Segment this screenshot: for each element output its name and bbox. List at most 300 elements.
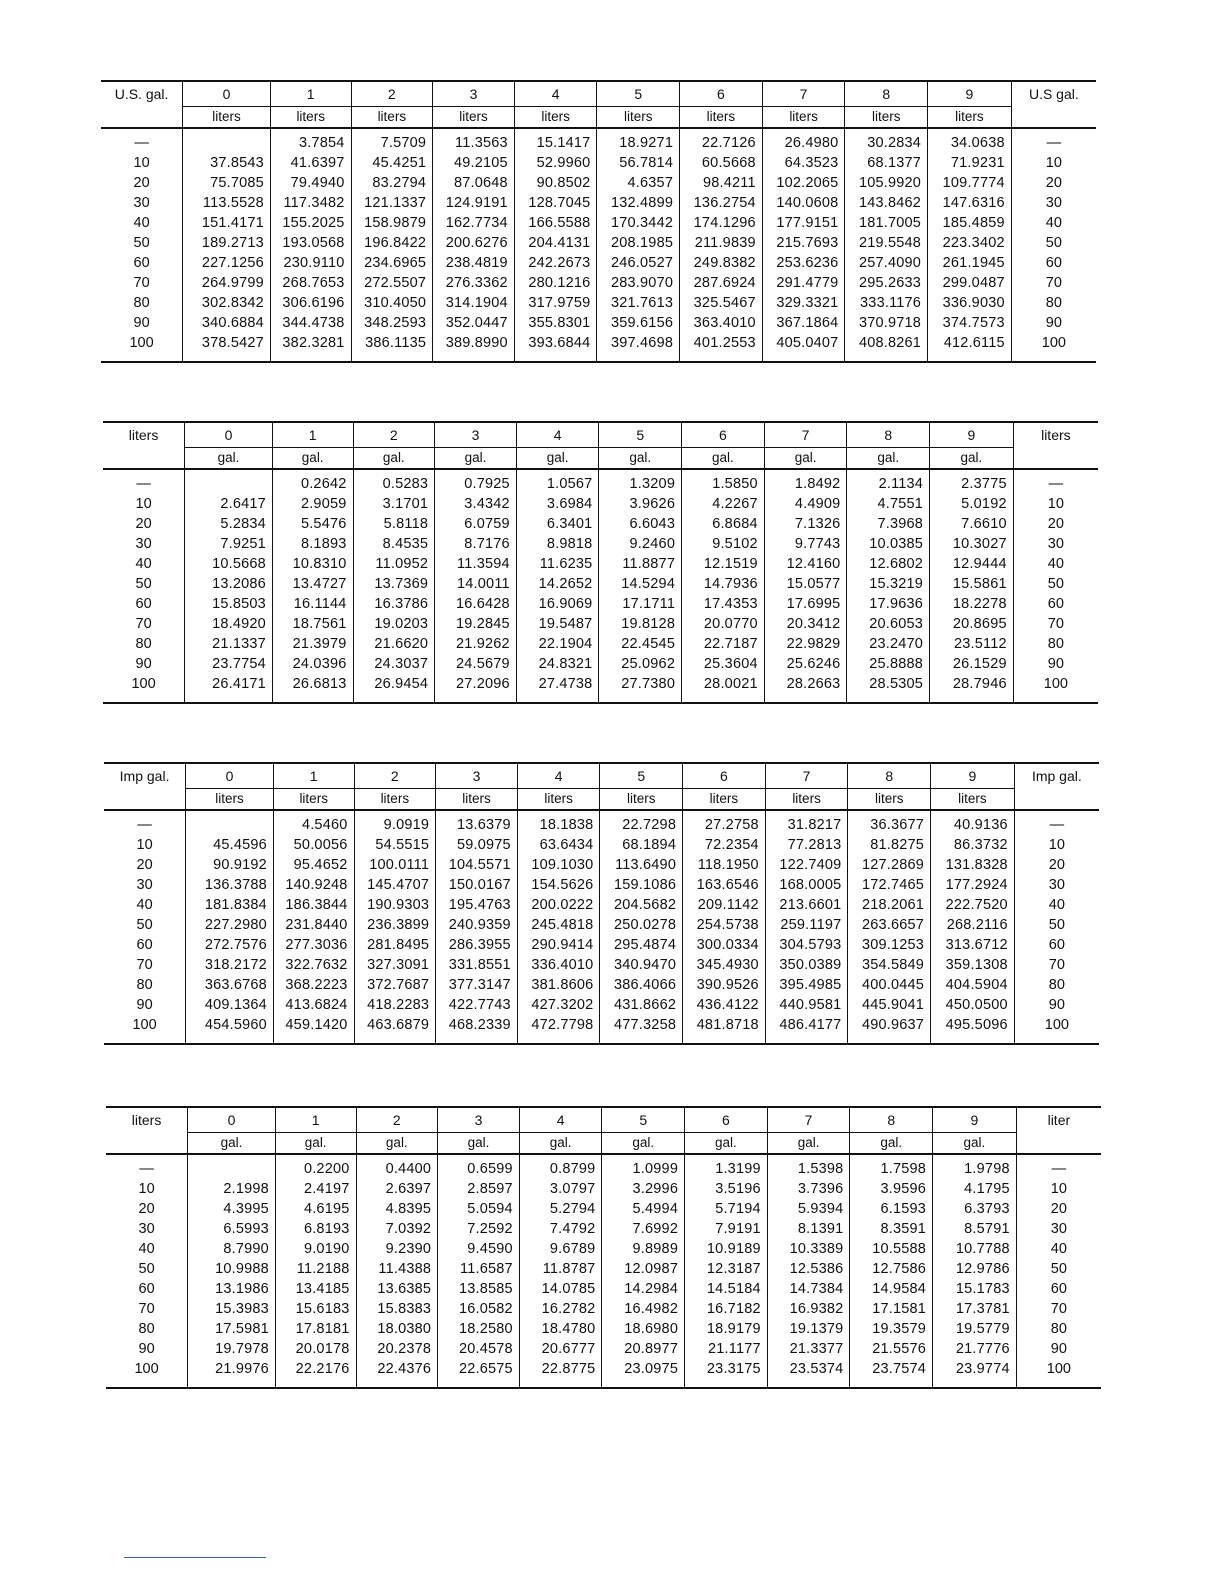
value-cell: 22.4376 bbox=[356, 1359, 438, 1388]
unit-header: liters bbox=[928, 107, 1012, 129]
digit-header: 9 bbox=[930, 422, 1014, 448]
value-cell: 9.8989 bbox=[602, 1239, 685, 1259]
value-cell: 10.3027 bbox=[930, 534, 1014, 554]
value-cell: 8.7990 bbox=[188, 1239, 276, 1259]
value-cell: 20.3412 bbox=[764, 614, 847, 634]
value-cell: 196.8422 bbox=[351, 233, 433, 253]
value-cell: 8.9818 bbox=[516, 534, 599, 554]
row-key-right: 30 bbox=[1011, 193, 1096, 213]
value-cell: 10.8310 bbox=[272, 554, 353, 574]
table-row bbox=[104, 935, 1099, 955]
value-cell: 1.9798 bbox=[933, 1154, 1017, 1179]
value-cell: 272.7576 bbox=[186, 935, 274, 955]
row-key: 20 bbox=[133, 174, 150, 191]
unit-header: gal. bbox=[602, 1133, 685, 1155]
value-cell: 9.4590 bbox=[438, 1239, 520, 1259]
value-cell: 1.3209 bbox=[599, 469, 682, 494]
row-key: 30 bbox=[133, 194, 150, 211]
value-cell: 19.5487 bbox=[516, 614, 599, 634]
table-row bbox=[101, 173, 1096, 193]
value-cell: 4.5460 bbox=[273, 810, 354, 835]
value-cell: 13.7369 bbox=[353, 574, 435, 594]
digit-header: 5 bbox=[600, 763, 683, 789]
value-cell: 131.8328 bbox=[931, 855, 1015, 875]
value-cell: 393.6844 bbox=[514, 333, 597, 362]
value-cell: 245.4818 bbox=[517, 915, 600, 935]
value-cell: 20.8977 bbox=[602, 1339, 685, 1359]
row-key: 50 bbox=[135, 575, 152, 592]
value-cell: 12.1519 bbox=[682, 554, 765, 574]
value-cell: 26.9454 bbox=[353, 674, 435, 703]
value-cell: 3.1701 bbox=[353, 494, 435, 514]
value-cell: 34.0638 bbox=[928, 128, 1012, 153]
value-cell: 3.0797 bbox=[519, 1179, 602, 1199]
right-label: liters bbox=[1013, 422, 1098, 448]
table-row bbox=[103, 494, 1098, 514]
value-cell bbox=[188, 1154, 276, 1179]
value-cell: 382.3281 bbox=[270, 333, 351, 362]
value-cell: 15.1783 bbox=[933, 1279, 1017, 1299]
value-cell: 11.6587 bbox=[438, 1259, 520, 1279]
unit-header: gal. bbox=[767, 1133, 850, 1155]
value-cell: 240.9359 bbox=[436, 915, 518, 935]
row-key: 80 bbox=[135, 635, 152, 652]
value-cell: 163.6546 bbox=[683, 875, 766, 895]
value-cell: 17.1581 bbox=[850, 1299, 933, 1319]
digit-header: 7 bbox=[765, 763, 848, 789]
value-cell: 83.2794 bbox=[351, 173, 433, 193]
table-row bbox=[106, 1259, 1101, 1279]
value-cell: 16.3786 bbox=[353, 594, 435, 614]
row-key: 100 bbox=[106, 1359, 188, 1388]
value-cell: 9.2390 bbox=[356, 1239, 438, 1259]
value-cell: 287.6924 bbox=[680, 273, 763, 293]
value-cell: 18.0380 bbox=[356, 1319, 438, 1339]
value-cell: 325.5467 bbox=[680, 293, 763, 313]
value-cell: 36.3677 bbox=[848, 810, 931, 835]
value-cell: 219.5548 bbox=[845, 233, 928, 253]
digit-header: 9 bbox=[933, 1107, 1017, 1133]
value-cell: 1.5850 bbox=[682, 469, 765, 494]
value-cell: 300.0334 bbox=[683, 935, 766, 955]
value-cell: 26.1529 bbox=[930, 654, 1014, 674]
value-cell: 481.8718 bbox=[683, 1015, 766, 1044]
value-cell: 310.4050 bbox=[351, 293, 433, 313]
value-cell: 350.0389 bbox=[765, 955, 848, 975]
unit-header: gal. bbox=[764, 448, 847, 470]
row-key-right: 20 bbox=[1016, 1199, 1101, 1219]
table-row bbox=[104, 835, 1099, 855]
value-cell: 16.0582 bbox=[438, 1299, 520, 1319]
value-cell: 254.5738 bbox=[683, 915, 766, 935]
table-body bbox=[104, 810, 1099, 1044]
table-header bbox=[106, 1107, 1101, 1154]
value-cell: 1.0567 bbox=[516, 469, 599, 494]
table-row bbox=[106, 1279, 1101, 1299]
row-key-right: 50 bbox=[1013, 574, 1098, 594]
value-cell: 1.5398 bbox=[767, 1154, 850, 1179]
value-cell: 11.8787 bbox=[519, 1259, 602, 1279]
value-cell: 19.7978 bbox=[188, 1339, 276, 1359]
corner-label: liters bbox=[103, 422, 185, 448]
row-key: 60 bbox=[133, 254, 150, 271]
value-cell: 4.8395 bbox=[356, 1199, 438, 1219]
row-key: — bbox=[134, 134, 149, 151]
value-cell: 45.4251 bbox=[351, 153, 433, 173]
value-cell: 174.1296 bbox=[680, 213, 763, 233]
value-cell: 370.9718 bbox=[845, 313, 928, 333]
value-cell: 12.9786 bbox=[933, 1259, 1017, 1279]
corner-label: liters bbox=[106, 1107, 188, 1133]
value-cell: 331.8551 bbox=[436, 955, 518, 975]
value-cell: 418.2283 bbox=[354, 995, 436, 1015]
value-cell: 37.8543 bbox=[183, 153, 271, 173]
value-cell: 277.3036 bbox=[273, 935, 354, 955]
value-cell: 24.8321 bbox=[516, 654, 599, 674]
value-cell: 24.0396 bbox=[272, 654, 353, 674]
value-cell: 204.4131 bbox=[514, 233, 597, 253]
unit-header: liters bbox=[186, 789, 274, 811]
value-cell: 405.0407 bbox=[762, 333, 845, 362]
value-cell: 0.7925 bbox=[435, 469, 517, 494]
value-cell: 68.1377 bbox=[845, 153, 928, 173]
value-cell: 381.8606 bbox=[517, 975, 600, 995]
row-key-right: 40 bbox=[1016, 1239, 1101, 1259]
value-cell: 7.5709 bbox=[351, 128, 433, 153]
value-cell: 20.6053 bbox=[847, 614, 930, 634]
value-cell: 25.3604 bbox=[682, 654, 765, 674]
value-cell: 3.9596 bbox=[850, 1179, 933, 1199]
value-cell: 9.5102 bbox=[682, 534, 765, 554]
value-cell: 7.6610 bbox=[930, 514, 1014, 534]
value-cell: 75.7085 bbox=[183, 173, 271, 193]
value-cell: 109.1030 bbox=[517, 855, 600, 875]
value-cell: 145.4707 bbox=[354, 875, 436, 895]
value-cell: 374.7573 bbox=[928, 313, 1012, 333]
value-cell: 22.9829 bbox=[764, 634, 847, 654]
value-cell: 23.3175 bbox=[685, 1359, 768, 1388]
us-gal-to-liters-table bbox=[101, 80, 1096, 363]
value-cell: 16.9069 bbox=[516, 594, 599, 614]
unit-header: liters bbox=[597, 107, 680, 129]
value-cell: 11.6235 bbox=[516, 554, 599, 574]
right-label: U.S gal. bbox=[1011, 81, 1096, 107]
value-cell: 5.9394 bbox=[767, 1199, 850, 1219]
value-cell: 200.6276 bbox=[433, 233, 515, 253]
value-cell: 22.1904 bbox=[516, 634, 599, 654]
row-key: 50 bbox=[133, 234, 150, 251]
value-cell: 2.6397 bbox=[356, 1179, 438, 1199]
value-cell: 27.4738 bbox=[516, 674, 599, 703]
row-key-right: 100 bbox=[1016, 1359, 1101, 1388]
table-body bbox=[103, 469, 1098, 703]
row-key-right: 100 bbox=[1014, 1015, 1099, 1044]
value-cell: 272.5507 bbox=[351, 273, 433, 293]
value-cell: 7.4792 bbox=[519, 1219, 602, 1239]
row-key-right: — bbox=[1011, 128, 1096, 153]
digit-header-row bbox=[103, 422, 1098, 448]
value-cell: 8.1893 bbox=[272, 534, 353, 554]
value-cell: 68.1894 bbox=[600, 835, 683, 855]
value-cell: 359.1308 bbox=[931, 955, 1015, 975]
digit-header: 0 bbox=[188, 1107, 276, 1133]
row-key-right: — bbox=[1014, 810, 1099, 835]
value-cell: 329.3321 bbox=[762, 293, 845, 313]
value-cell: 14.0011 bbox=[435, 574, 517, 594]
value-cell: 238.4819 bbox=[433, 253, 515, 273]
row-key-right: 90 bbox=[1016, 1339, 1101, 1359]
value-cell: 25.8888 bbox=[847, 654, 930, 674]
unit-header: liters bbox=[600, 789, 683, 811]
digit-header: 1 bbox=[273, 763, 354, 789]
value-cell: 28.0021 bbox=[682, 674, 765, 703]
value-cell: 40.9136 bbox=[931, 810, 1015, 835]
row-key-right: 90 bbox=[1013, 654, 1098, 674]
value-cell: 0.4400 bbox=[356, 1154, 438, 1179]
table-row bbox=[106, 1219, 1101, 1239]
value-cell: 3.9626 bbox=[599, 494, 682, 514]
unit-header: liters bbox=[683, 789, 766, 811]
unit-header: liters bbox=[848, 789, 931, 811]
value-cell: 2.6417 bbox=[185, 494, 273, 514]
value-cell: 105.9920 bbox=[845, 173, 928, 193]
row-key: 40 bbox=[133, 214, 150, 231]
table-row bbox=[103, 614, 1098, 634]
value-cell: 27.7380 bbox=[599, 674, 682, 703]
digit-header: 5 bbox=[597, 81, 680, 107]
table-row bbox=[101, 213, 1096, 233]
row-key: 60 bbox=[136, 936, 153, 953]
value-cell: 24.3037 bbox=[353, 654, 435, 674]
value-cell: 136.2754 bbox=[680, 193, 763, 213]
value-cell: 286.3955 bbox=[436, 935, 518, 955]
value-cell: 11.8877 bbox=[599, 554, 682, 574]
value-cell: 359.6156 bbox=[597, 313, 680, 333]
value-cell: 86.3732 bbox=[931, 835, 1015, 855]
row-key: 10 bbox=[135, 495, 152, 512]
unit-header: liters bbox=[436, 789, 518, 811]
row-key: 20 bbox=[135, 515, 152, 532]
unit-header: liters bbox=[845, 107, 928, 129]
value-cell: 204.5682 bbox=[600, 895, 683, 915]
value-cell: 2.3775 bbox=[930, 469, 1014, 494]
value-cell: 122.7409 bbox=[765, 855, 848, 875]
table-row bbox=[101, 128, 1096, 153]
row-key: 100 bbox=[101, 333, 183, 362]
value-cell: 263.6657 bbox=[848, 915, 931, 935]
value-cell: 113.6490 bbox=[600, 855, 683, 875]
row-key-right: 60 bbox=[1011, 253, 1096, 273]
value-cell: 7.9191 bbox=[685, 1219, 768, 1239]
value-cell: 427.3202 bbox=[517, 995, 600, 1015]
value-cell: 2.1134 bbox=[847, 469, 930, 494]
unit-header-row bbox=[104, 789, 1099, 811]
value-cell: 215.7693 bbox=[762, 233, 845, 253]
value-cell: 302.8342 bbox=[183, 293, 271, 313]
value-cell: 9.2460 bbox=[599, 534, 682, 554]
value-cell: 5.8118 bbox=[353, 514, 435, 534]
value-cell: 18.2278 bbox=[930, 594, 1014, 614]
value-cell: 386.1135 bbox=[351, 333, 433, 362]
value-cell: 21.5576 bbox=[850, 1339, 933, 1359]
row-key-right: 80 bbox=[1016, 1319, 1101, 1339]
unit-header: gal. bbox=[188, 1133, 276, 1155]
unit-header-row bbox=[101, 107, 1096, 129]
row-key: 70 bbox=[135, 615, 152, 632]
value-cell: 143.8462 bbox=[845, 193, 928, 213]
digit-header: 8 bbox=[845, 81, 928, 107]
value-cell: 22.8775 bbox=[519, 1359, 602, 1388]
value-cell: 336.4010 bbox=[517, 955, 600, 975]
table-row bbox=[103, 469, 1098, 494]
value-cell: 317.9759 bbox=[514, 293, 597, 313]
row-key: 10 bbox=[133, 154, 150, 171]
digit-header: 6 bbox=[685, 1107, 768, 1133]
value-cell: 6.0759 bbox=[435, 514, 517, 534]
right-label: Imp gal. bbox=[1014, 763, 1099, 789]
value-cell: 41.6397 bbox=[270, 153, 351, 173]
value-cell: 19.2845 bbox=[435, 614, 517, 634]
row-key: 10 bbox=[138, 1180, 155, 1197]
value-cell: 23.9774 bbox=[933, 1359, 1017, 1388]
value-cell: 12.5386 bbox=[767, 1259, 850, 1279]
value-cell: 436.4122 bbox=[683, 995, 766, 1015]
value-cell: 304.5793 bbox=[765, 935, 848, 955]
value-cell: 18.9179 bbox=[685, 1319, 768, 1339]
table-row bbox=[101, 293, 1096, 313]
row-key-right: 10 bbox=[1014, 835, 1099, 855]
value-cell: 132.4899 bbox=[597, 193, 680, 213]
value-cell: 468.2339 bbox=[436, 1015, 518, 1044]
value-cell: 16.1144 bbox=[272, 594, 353, 614]
value-cell: 10.9988 bbox=[188, 1259, 276, 1279]
row-key: 60 bbox=[138, 1280, 155, 1297]
value-cell: 11.3563 bbox=[433, 128, 515, 153]
imp-gal-to-liters-table bbox=[104, 762, 1099, 1045]
value-cell: 8.7176 bbox=[435, 534, 517, 554]
value-cell: 11.4388 bbox=[356, 1259, 438, 1279]
unit-header: liters bbox=[183, 107, 271, 129]
value-cell: 12.4160 bbox=[764, 554, 847, 574]
value-cell: 14.7384 bbox=[767, 1279, 850, 1299]
value-cell: 17.6995 bbox=[764, 594, 847, 614]
value-cell: 0.8799 bbox=[519, 1154, 602, 1179]
value-cell: 72.2354 bbox=[683, 835, 766, 855]
value-cell: 223.3402 bbox=[928, 233, 1012, 253]
value-cell: 340.9470 bbox=[600, 955, 683, 975]
value-cell: 7.1326 bbox=[764, 514, 847, 534]
row-key: 90 bbox=[138, 1340, 155, 1357]
value-cell: 7.0392 bbox=[356, 1219, 438, 1239]
value-cell: 15.8503 bbox=[185, 594, 273, 614]
table-row bbox=[101, 193, 1096, 213]
row-key-right: 100 bbox=[1013, 674, 1098, 703]
value-cell: 21.3979 bbox=[272, 634, 353, 654]
value-cell: 5.2794 bbox=[519, 1199, 602, 1219]
unit-header: liters bbox=[765, 789, 848, 811]
digit-header: 1 bbox=[270, 81, 351, 107]
value-cell: 19.0203 bbox=[353, 614, 435, 634]
digit-header: 2 bbox=[351, 81, 433, 107]
value-cell: 231.8440 bbox=[273, 915, 354, 935]
value-cell: 8.4535 bbox=[353, 534, 435, 554]
value-cell: 10.7788 bbox=[933, 1239, 1017, 1259]
unit-header: liters bbox=[351, 107, 433, 129]
row-key: 50 bbox=[138, 1260, 155, 1277]
unit-header: gal. bbox=[185, 448, 273, 470]
value-cell: 3.4342 bbox=[435, 494, 517, 514]
value-cell: 0.6599 bbox=[438, 1154, 520, 1179]
value-cell: 22.6575 bbox=[438, 1359, 520, 1388]
value-cell: 195.4763 bbox=[436, 895, 518, 915]
value-cell: 26.4980 bbox=[762, 128, 845, 153]
value-cell: 7.9251 bbox=[185, 534, 273, 554]
value-cell: 30.2834 bbox=[845, 128, 928, 153]
value-cell: 155.2025 bbox=[270, 213, 351, 233]
value-cell: 13.2086 bbox=[185, 574, 273, 594]
value-cell: 25.0962 bbox=[599, 654, 682, 674]
table-row bbox=[104, 915, 1099, 935]
value-cell: 17.4353 bbox=[682, 594, 765, 614]
value-cell: 28.5305 bbox=[847, 674, 930, 703]
value-cell: 18.4920 bbox=[185, 614, 273, 634]
row-key-right: 60 bbox=[1013, 594, 1098, 614]
value-cell: 18.9271 bbox=[597, 128, 680, 153]
value-cell: 140.9248 bbox=[273, 875, 354, 895]
row-key: 70 bbox=[138, 1300, 155, 1317]
value-cell: 7.3968 bbox=[847, 514, 930, 534]
digit-header: 3 bbox=[435, 422, 517, 448]
value-cell: 404.5904 bbox=[931, 975, 1015, 995]
value-cell: 52.9960 bbox=[514, 153, 597, 173]
value-cell: 22.7187 bbox=[682, 634, 765, 654]
row-key: — bbox=[139, 1160, 154, 1177]
value-cell: 227.1256 bbox=[183, 253, 271, 273]
value-cell: 190.9303 bbox=[354, 895, 436, 915]
value-cell: 5.7194 bbox=[685, 1199, 768, 1219]
table-row bbox=[104, 855, 1099, 875]
row-key-right: 50 bbox=[1016, 1259, 1101, 1279]
value-cell: 4.6195 bbox=[275, 1199, 356, 1219]
value-cell: 355.8301 bbox=[514, 313, 597, 333]
value-cell: 16.9382 bbox=[767, 1299, 850, 1319]
value-cell: 253.6236 bbox=[762, 253, 845, 273]
value-cell: 459.1420 bbox=[273, 1015, 354, 1044]
row-key: 20 bbox=[136, 856, 153, 873]
table-row bbox=[103, 674, 1098, 703]
value-cell: 20.0178 bbox=[275, 1339, 356, 1359]
value-cell: 17.8181 bbox=[275, 1319, 356, 1339]
table-row bbox=[103, 574, 1098, 594]
value-cell: 181.7005 bbox=[845, 213, 928, 233]
value-cell: 8.3591 bbox=[850, 1219, 933, 1239]
value-cell: 28.2663 bbox=[764, 674, 847, 703]
unit-header: gal. bbox=[438, 1133, 520, 1155]
row-key: — bbox=[136, 475, 151, 492]
value-cell: 20.2378 bbox=[356, 1339, 438, 1359]
value-cell: 24.5679 bbox=[435, 654, 517, 674]
value-cell: 295.4874 bbox=[600, 935, 683, 955]
value-cell: 13.4727 bbox=[272, 574, 353, 594]
value-cell: 18.1838 bbox=[517, 810, 600, 835]
table-row bbox=[104, 810, 1099, 835]
value-cell: 90.9192 bbox=[186, 855, 274, 875]
value-cell: 28.7946 bbox=[930, 674, 1014, 703]
value-cell: 3.2996 bbox=[602, 1179, 685, 1199]
table-header bbox=[104, 763, 1099, 810]
value-cell: 15.3219 bbox=[847, 574, 930, 594]
row-key: 60 bbox=[135, 595, 152, 612]
